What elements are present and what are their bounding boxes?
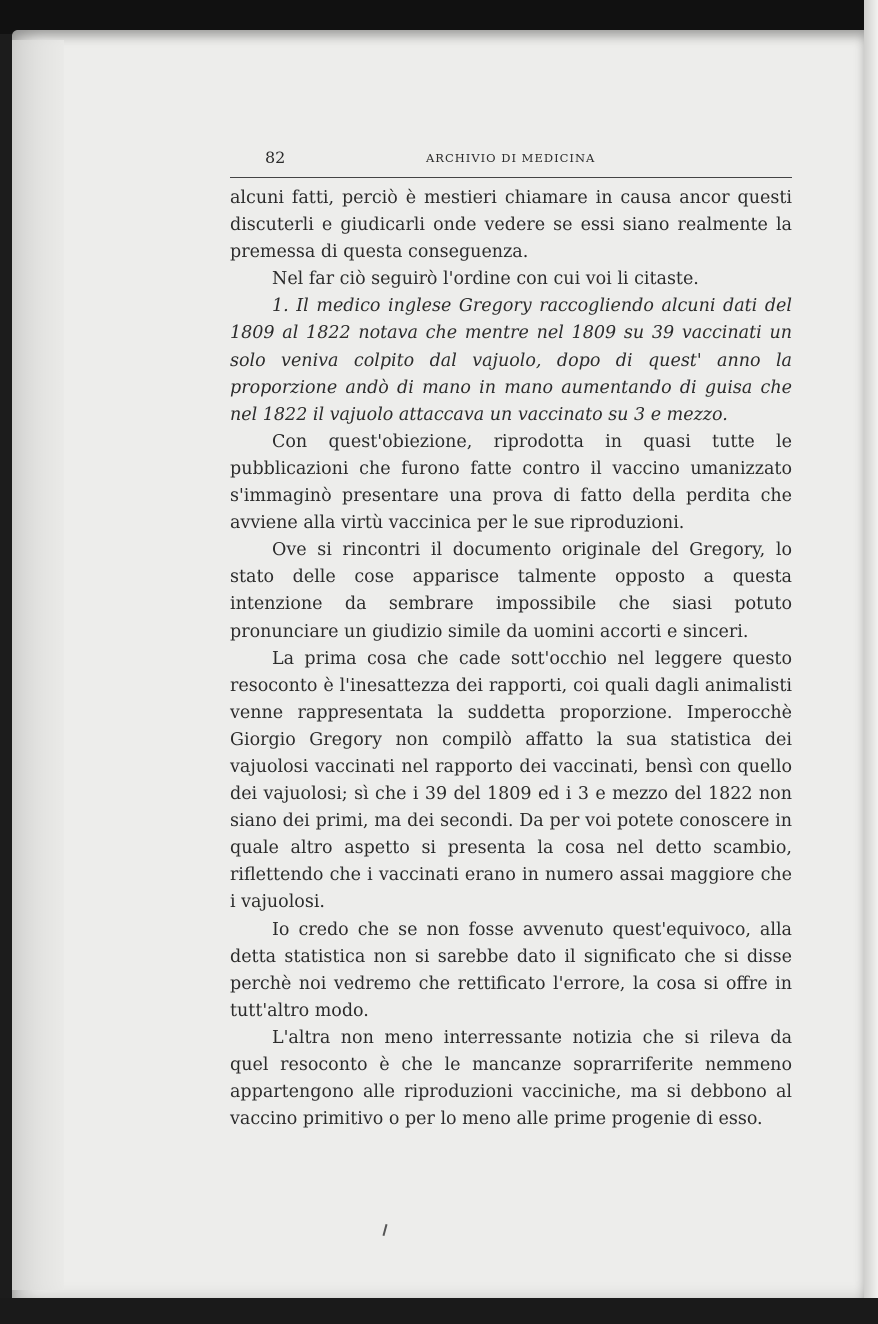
page-number: 82 — [265, 148, 286, 167]
body-text — [230, 185, 792, 1133]
paragraph: alcuni fatti, perciò è mestieri chiamare in causa ancor questi discuterli e giudicarli onde vedere se essi siano realmente la premessa di questa conseguenza. — [230, 188, 792, 263]
paragraph: La prima cosa che cade sott'occhio nel leggere questo resoconto è l'inesattezza dei rapporti, coi quali dagli animalisti venne rappresentata la suddetta proporzione. Imperocchè Giorgio Gregory non compilò affatto la sua statistica dei vajuolosi vaccinati nel rapporto dei vaccinati, bensì con quello dei vajuolosi; sì che i 39 del 1809 ed i 3 e mezzo del 1822 non siano dei primi, ma dei secondi. Da per voi potete conoscere in quale altro aspetto si presenta la cosa nel detto scambio, riflettendo che i vaccinati erano in numero assai maggiore che i vajuolosi. — [230, 648, 792, 913]
page-right-edge — [864, 0, 878, 1324]
paragraph: Io credo che se non fosse avvenuto quest'equivoco, alla detta statistica non si sarebbe dato il significato che si disse perchè noi vedremo che rettificato l'errore, la cosa si offre in tutt'altro modo. — [230, 919, 792, 1021]
header-rule — [230, 177, 792, 178]
running-title: ARCHIVIO DI MEDICINA — [426, 151, 596, 165]
scan-bottom-edge — [0, 1298, 878, 1324]
scan-top-edge — [0, 0, 878, 34]
page-header — [230, 146, 792, 170]
paragraph-quoted-objection: 1. Il medico inglese Gregory raccogliendo alcuni dati del 1809 al 1822 notava che mentre nel 1809 su 39 vaccinati un solo veniva colpito dal vajuolo, dopo di quest' anno la proporzione andò di mano in mano aumentando di guisa che nel 1822 il vajuolo attaccava un vaccinato su 3 e mezzo. — [230, 296, 792, 425]
paragraph: L'altra non meno interressante notizia che si rileva da quel resoconto è che le mancanze soprarriferite nemmeno appartengono alle riproduzioni vacciniche, ma si debbono al vaccino primitivo o per lo meno alle prime progenie di esso. — [230, 1027, 792, 1130]
page-left-shadow — [12, 40, 64, 1290]
paragraph: Ove si rincontri il documento originale del Gregory, lo stato delle cose apparisce talmente opposto a questa intenzione da sembrare impossibile che siasi potuto pronunciare un giudizio simile da uomini accorti e sinceri. — [230, 540, 792, 642]
paragraph: Con quest'obiezione, riprodotta in quasi tutte le pubblicazioni che furono fatte contro il vaccino umanizzato s'immaginò presentare una prova di fatto della perdita che avviene alla virtù vaccinica per le sue riproduzioni. — [230, 431, 792, 534]
paragraph: Nel far ciò seguirò l'ordine con cui voi li citaste. — [272, 269, 699, 290]
